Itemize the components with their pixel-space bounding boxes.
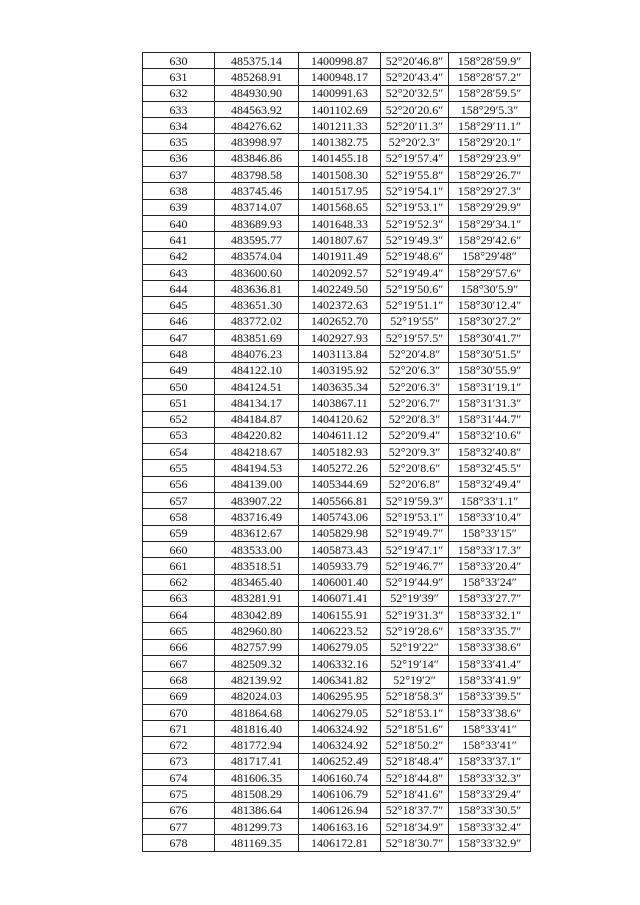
- y-coordinate-cell: 1404120.62: [299, 411, 381, 427]
- y-coordinate-cell: 1402927.93: [299, 330, 381, 346]
- y-coordinate-cell: 1401517.95: [299, 183, 381, 199]
- x-coordinate-cell: 484134.17: [215, 395, 299, 411]
- table-row: [143, 558, 531, 574]
- x-coordinate-cell: 483907.22: [215, 493, 299, 509]
- latitude-cell: 52°20′46.8″: [381, 53, 449, 69]
- y-coordinate-cell: 1400991.63: [299, 85, 381, 101]
- latitude-cell: 52°20′6.3″: [381, 362, 449, 378]
- table-row: [143, 346, 531, 362]
- point-number-cell: 664: [143, 607, 215, 623]
- latitude-cell: 52°20′4.8″: [381, 346, 449, 362]
- x-coordinate-cell: 484218.67: [215, 444, 299, 460]
- y-coordinate-cell: 1400948.17: [299, 69, 381, 85]
- longitude-cell: 158°32′40.8″: [449, 444, 531, 460]
- table-row: [143, 688, 531, 704]
- point-number-cell: 634: [143, 118, 215, 134]
- y-coordinate-cell: 1406172.81: [299, 835, 381, 851]
- x-coordinate-cell: 484563.92: [215, 101, 299, 117]
- x-coordinate-cell: 482757.99: [215, 639, 299, 655]
- table-row: [143, 476, 531, 492]
- longitude-cell: 158°33′29.4″: [449, 786, 531, 802]
- x-coordinate-cell: 483595.77: [215, 232, 299, 248]
- longitude-cell: 158°29′57.6″: [449, 264, 531, 280]
- table-row: [143, 607, 531, 623]
- table-row: [143, 541, 531, 557]
- x-coordinate-cell: 482960.80: [215, 623, 299, 639]
- latitude-cell: 52°19′54.1″: [381, 183, 449, 199]
- point-number-cell: 654: [143, 444, 215, 460]
- point-number-cell: 639: [143, 199, 215, 215]
- x-coordinate-cell: 481508.29: [215, 786, 299, 802]
- x-coordinate-cell: 483281.91: [215, 590, 299, 606]
- point-number-cell: 646: [143, 313, 215, 329]
- longitude-cell: 158°33′35.7″: [449, 623, 531, 639]
- y-coordinate-cell: 1405933.79: [299, 558, 381, 574]
- table-row: [143, 802, 531, 818]
- point-number-cell: 661: [143, 558, 215, 574]
- longitude-cell: 158°31′31.3″: [449, 395, 531, 411]
- latitude-cell: 52°20′43.4″: [381, 69, 449, 85]
- table-row: [143, 215, 531, 231]
- latitude-cell: 52°20′32.5″: [381, 85, 449, 101]
- longitude-cell: 158°32′10.6″: [449, 427, 531, 443]
- longitude-cell: 158°29′26.7″: [449, 167, 531, 183]
- x-coordinate-cell: 483998.97: [215, 134, 299, 150]
- table-row: [143, 53, 531, 69]
- table-row: [143, 493, 531, 509]
- point-number-cell: 647: [143, 330, 215, 346]
- y-coordinate-cell: 1400998.87: [299, 53, 381, 69]
- longitude-cell: 158°33′37.1″: [449, 753, 531, 769]
- table-row: [143, 118, 531, 134]
- x-coordinate-cell: 482509.32: [215, 655, 299, 671]
- table-row: [143, 297, 531, 313]
- latitude-cell: 52°19′44.9″: [381, 574, 449, 590]
- longitude-cell: 158°28′57.2″: [449, 69, 531, 85]
- table-row: [143, 721, 531, 737]
- x-coordinate-cell: 481299.73: [215, 818, 299, 834]
- longitude-cell: 158°29′5.3″: [449, 101, 531, 117]
- y-coordinate-cell: 1401211.33: [299, 118, 381, 134]
- x-coordinate-cell: 483689.93: [215, 215, 299, 231]
- longitude-cell: 158°29′34.1″: [449, 215, 531, 231]
- longitude-cell: 158°29′29.9″: [449, 199, 531, 215]
- x-coordinate-cell: 484276.62: [215, 118, 299, 134]
- x-coordinate-cell: 484122.10: [215, 362, 299, 378]
- table-row: [143, 199, 531, 215]
- y-coordinate-cell: 1401648.33: [299, 215, 381, 231]
- y-coordinate-cell: 1401911.49: [299, 248, 381, 264]
- latitude-cell: 52°20′8.6″: [381, 460, 449, 476]
- y-coordinate-cell: 1402092.57: [299, 264, 381, 280]
- table-row: [143, 574, 531, 590]
- x-coordinate-cell: 483465.40: [215, 574, 299, 590]
- latitude-cell: 52°18′51.6″: [381, 721, 449, 737]
- longitude-cell: 158°33′38.6″: [449, 639, 531, 655]
- longitude-cell: 158°30′41.7″: [449, 330, 531, 346]
- longitude-cell: 158°33′15″: [449, 525, 531, 541]
- y-coordinate-cell: 1406295.95: [299, 688, 381, 704]
- latitude-cell: 52°19′51.1″: [381, 297, 449, 313]
- table-row: [143, 101, 531, 117]
- table-row: [143, 525, 531, 541]
- point-number-cell: 650: [143, 378, 215, 394]
- point-number-cell: 673: [143, 753, 215, 769]
- x-coordinate-cell: 483600.60: [215, 264, 299, 280]
- longitude-cell: 158°30′5.9″: [449, 281, 531, 297]
- longitude-cell: 158°29′23.9″: [449, 150, 531, 166]
- y-coordinate-cell: 1403635.34: [299, 378, 381, 394]
- latitude-cell: 52°20′6.3″: [381, 378, 449, 394]
- latitude-cell: 52°19′28.6″: [381, 623, 449, 639]
- table-row: [143, 395, 531, 411]
- longitude-cell: 158°33′17.3″: [449, 541, 531, 557]
- point-number-cell: 659: [143, 525, 215, 541]
- table-row: [143, 69, 531, 85]
- point-number-cell: 655: [143, 460, 215, 476]
- table-row: [143, 818, 531, 834]
- x-coordinate-cell: 483745.46: [215, 183, 299, 199]
- latitude-cell: 52°19′50.6″: [381, 281, 449, 297]
- latitude-cell: 52°19′55.8″: [381, 167, 449, 183]
- point-number-cell: 663: [143, 590, 215, 606]
- point-number-cell: 672: [143, 737, 215, 753]
- latitude-cell: 52°18′34.9″: [381, 818, 449, 834]
- point-number-cell: 649: [143, 362, 215, 378]
- longitude-cell: 158°33′24″: [449, 574, 531, 590]
- x-coordinate-cell: 483714.07: [215, 199, 299, 215]
- table-row: [143, 183, 531, 199]
- table-row: [143, 704, 531, 720]
- latitude-cell: 52°19′57.4″: [381, 150, 449, 166]
- latitude-cell: 52°19′53.1″: [381, 199, 449, 215]
- y-coordinate-cell: 1401455.18: [299, 150, 381, 166]
- x-coordinate-cell: 481864.68: [215, 704, 299, 720]
- longitude-cell: 158°33′32.9″: [449, 835, 531, 851]
- point-number-cell: 635: [143, 134, 215, 150]
- x-coordinate-cell: 481772.94: [215, 737, 299, 753]
- latitude-cell: 52°19′39″: [381, 590, 449, 606]
- x-coordinate-cell: 482024.03: [215, 688, 299, 704]
- point-number-cell: 641: [143, 232, 215, 248]
- table-row: [143, 786, 531, 802]
- longitude-cell: 158°33′32.1″: [449, 607, 531, 623]
- longitude-cell: 158°33′30.5″: [449, 802, 531, 818]
- latitude-cell: 52°20′6.7″: [381, 395, 449, 411]
- point-number-cell: 677: [143, 818, 215, 834]
- y-coordinate-cell: 1401508.30: [299, 167, 381, 183]
- y-coordinate-cell: 1402372.63: [299, 297, 381, 313]
- latitude-cell: 52°20′8.3″: [381, 411, 449, 427]
- longitude-cell: 158°31′19.1″: [449, 378, 531, 394]
- x-coordinate-cell: 483042.89: [215, 607, 299, 623]
- table-row: [143, 362, 531, 378]
- y-coordinate-cell: 1405829.98: [299, 525, 381, 541]
- x-coordinate-cell: 483612.67: [215, 525, 299, 541]
- point-number-cell: 666: [143, 639, 215, 655]
- longitude-cell: 158°30′12.4″: [449, 297, 531, 313]
- table-row: [143, 411, 531, 427]
- table-row: [143, 590, 531, 606]
- point-number-cell: 658: [143, 509, 215, 525]
- table-row: [143, 281, 531, 297]
- table-row: [143, 737, 531, 753]
- longitude-cell: 158°29′11.1″: [449, 118, 531, 134]
- longitude-cell: 158°30′55.9″: [449, 362, 531, 378]
- latitude-cell: 52°20′20.6″: [381, 101, 449, 117]
- point-number-cell: 631: [143, 69, 215, 85]
- longitude-cell: 158°29′20.1″: [449, 134, 531, 150]
- latitude-cell: 52°20′9.4″: [381, 427, 449, 443]
- y-coordinate-cell: 1406106.79: [299, 786, 381, 802]
- x-coordinate-cell: 484930.90: [215, 85, 299, 101]
- x-coordinate-cell: 483772.02: [215, 313, 299, 329]
- table-row: [143, 167, 531, 183]
- point-number-cell: 674: [143, 770, 215, 786]
- y-coordinate-cell: 1406160.74: [299, 770, 381, 786]
- table-row: [143, 753, 531, 769]
- x-coordinate-cell: 483518.51: [215, 558, 299, 574]
- x-coordinate-cell: 484124.51: [215, 378, 299, 394]
- x-coordinate-cell: 481386.64: [215, 802, 299, 818]
- x-coordinate-cell: 481717.41: [215, 753, 299, 769]
- table-row: [143, 639, 531, 655]
- x-coordinate-cell: 483846.86: [215, 150, 299, 166]
- x-coordinate-cell: 483851.69: [215, 330, 299, 346]
- point-number-cell: 630: [143, 53, 215, 69]
- longitude-cell: 158°32′49.4″: [449, 476, 531, 492]
- y-coordinate-cell: 1405182.93: [299, 444, 381, 460]
- point-number-cell: 670: [143, 704, 215, 720]
- y-coordinate-cell: 1406071.41: [299, 590, 381, 606]
- y-coordinate-cell: 1406324.92: [299, 721, 381, 737]
- y-coordinate-cell: 1406163.16: [299, 818, 381, 834]
- point-number-cell: 633: [143, 101, 215, 117]
- point-number-cell: 644: [143, 281, 215, 297]
- longitude-cell: 158°33′41.4″: [449, 655, 531, 671]
- y-coordinate-cell: 1406332.16: [299, 655, 381, 671]
- latitude-cell: 52°19′46.7″: [381, 558, 449, 574]
- y-coordinate-cell: 1401102.69: [299, 101, 381, 117]
- latitude-cell: 52°18′37.7″: [381, 802, 449, 818]
- y-coordinate-cell: 1406155.91: [299, 607, 381, 623]
- latitude-cell: 52°20′11.3″: [381, 118, 449, 134]
- x-coordinate-cell: 484220.82: [215, 427, 299, 443]
- y-coordinate-cell: 1406223.52: [299, 623, 381, 639]
- y-coordinate-cell: 1402249.50: [299, 281, 381, 297]
- latitude-cell: 52°19′49.4″: [381, 264, 449, 280]
- longitude-cell: 158°33′32.3″: [449, 770, 531, 786]
- latitude-cell: 52°19′55″: [381, 313, 449, 329]
- x-coordinate-cell: 483651.30: [215, 297, 299, 313]
- latitude-cell: 52°19′31.3″: [381, 607, 449, 623]
- latitude-cell: 52°19′59.3″: [381, 493, 449, 509]
- point-number-cell: 638: [143, 183, 215, 199]
- longitude-cell: 158°30′27.2″: [449, 313, 531, 329]
- latitude-cell: 52°20′2.3″: [381, 134, 449, 150]
- y-coordinate-cell: 1401568.65: [299, 199, 381, 215]
- longitude-cell: 158°30′51.5″: [449, 346, 531, 362]
- longitude-cell: 158°28′59.9″: [449, 53, 531, 69]
- point-number-cell: 648: [143, 346, 215, 362]
- point-number-cell: 640: [143, 215, 215, 231]
- table-row: [143, 378, 531, 394]
- point-number-cell: 668: [143, 672, 215, 688]
- latitude-cell: 52°19′49.3″: [381, 232, 449, 248]
- longitude-cell: 158°33′38.6″: [449, 704, 531, 720]
- x-coordinate-cell: 481816.40: [215, 721, 299, 737]
- point-number-cell: 656: [143, 476, 215, 492]
- table-row: [143, 672, 531, 688]
- point-number-cell: 632: [143, 85, 215, 101]
- longitude-cell: 158°33′41″: [449, 721, 531, 737]
- y-coordinate-cell: 1403867.11: [299, 395, 381, 411]
- point-number-cell: 665: [143, 623, 215, 639]
- point-number-cell: 662: [143, 574, 215, 590]
- x-coordinate-cell: 481606.35: [215, 770, 299, 786]
- table-row: [143, 655, 531, 671]
- latitude-cell: 52°19′14″: [381, 655, 449, 671]
- point-number-cell: 671: [143, 721, 215, 737]
- y-coordinate-cell: 1406324.92: [299, 737, 381, 753]
- y-coordinate-cell: 1402652.70: [299, 313, 381, 329]
- x-coordinate-cell: 481169.35: [215, 835, 299, 851]
- x-coordinate-cell: 484184.87: [215, 411, 299, 427]
- latitude-cell: 52°18′41.6″: [381, 786, 449, 802]
- latitude-cell: 52°18′53.1″: [381, 704, 449, 720]
- x-coordinate-cell: 483574.04: [215, 248, 299, 264]
- latitude-cell: 52°19′57.5″: [381, 330, 449, 346]
- y-coordinate-cell: 1403195.92: [299, 362, 381, 378]
- x-coordinate-cell: 482139.92: [215, 672, 299, 688]
- point-number-cell: 645: [143, 297, 215, 313]
- table-row: [143, 134, 531, 150]
- table-row: [143, 427, 531, 443]
- longitude-cell: 158°33′20.4″: [449, 558, 531, 574]
- longitude-cell: 158°33′10.4″: [449, 509, 531, 525]
- table-row: [143, 770, 531, 786]
- latitude-cell: 52°20′6.8″: [381, 476, 449, 492]
- table-row: [143, 232, 531, 248]
- longitude-cell: 158°33′27.7″: [449, 590, 531, 606]
- latitude-cell: 52°19′22″: [381, 639, 449, 655]
- table-row: [143, 623, 531, 639]
- longitude-cell: 158°33′41.9″: [449, 672, 531, 688]
- y-coordinate-cell: 1406252.49: [299, 753, 381, 769]
- longitude-cell: 158°32′45.5″: [449, 460, 531, 476]
- x-coordinate-cell: 485268.91: [215, 69, 299, 85]
- y-coordinate-cell: 1401382.75: [299, 134, 381, 150]
- latitude-cell: 52°19′2″: [381, 672, 449, 688]
- longitude-cell: 158°33′39.5″: [449, 688, 531, 704]
- y-coordinate-cell: 1406279.05: [299, 704, 381, 720]
- x-coordinate-cell: 483533.00: [215, 541, 299, 557]
- y-coordinate-cell: 1405344.69: [299, 476, 381, 492]
- point-number-cell: 678: [143, 835, 215, 851]
- latitude-cell: 52°19′47.1″: [381, 541, 449, 557]
- table-row: [143, 330, 531, 346]
- table-row: [143, 85, 531, 101]
- latitude-cell: 52°18′30.7″: [381, 835, 449, 851]
- longitude-cell: 158°29′27.3″: [449, 183, 531, 199]
- latitude-cell: 52°18′50.2″: [381, 737, 449, 753]
- coordinates-table: [142, 52, 531, 852]
- latitude-cell: 52°19′52.3″: [381, 215, 449, 231]
- longitude-cell: 158°33′32.4″: [449, 818, 531, 834]
- table-row: [143, 835, 531, 851]
- latitude-cell: 52°19′53.1″: [381, 509, 449, 525]
- longitude-cell: 158°33′41″: [449, 737, 531, 753]
- x-coordinate-cell: 484139.00: [215, 476, 299, 492]
- x-coordinate-cell: 483798.58: [215, 167, 299, 183]
- y-coordinate-cell: 1405873.43: [299, 541, 381, 557]
- y-coordinate-cell: 1406279.05: [299, 639, 381, 655]
- y-coordinate-cell: 1405566.81: [299, 493, 381, 509]
- point-number-cell: 636: [143, 150, 215, 166]
- y-coordinate-cell: 1401807.67: [299, 232, 381, 248]
- latitude-cell: 52°20′9.3″: [381, 444, 449, 460]
- y-coordinate-cell: 1406001.40: [299, 574, 381, 590]
- longitude-cell: 158°31′44.7″: [449, 411, 531, 427]
- x-coordinate-cell: 483636.81: [215, 281, 299, 297]
- point-number-cell: 675: [143, 786, 215, 802]
- table-body: [143, 53, 531, 852]
- x-coordinate-cell: 483716.49: [215, 509, 299, 525]
- y-coordinate-cell: 1404611.12: [299, 427, 381, 443]
- point-number-cell: 651: [143, 395, 215, 411]
- y-coordinate-cell: 1405272.26: [299, 460, 381, 476]
- table-row: [143, 444, 531, 460]
- y-coordinate-cell: 1406341.82: [299, 672, 381, 688]
- latitude-cell: 52°18′58.3″: [381, 688, 449, 704]
- table-row: [143, 150, 531, 166]
- longitude-cell: 158°29′48″: [449, 248, 531, 264]
- y-coordinate-cell: 1403113.84: [299, 346, 381, 362]
- x-coordinate-cell: 484194.53: [215, 460, 299, 476]
- table-row: [143, 460, 531, 476]
- latitude-cell: 52°19′49.7″: [381, 525, 449, 541]
- latitude-cell: 52°19′48.6″: [381, 248, 449, 264]
- point-number-cell: 642: [143, 248, 215, 264]
- point-number-cell: 637: [143, 167, 215, 183]
- table-row: [143, 248, 531, 264]
- point-number-cell: 652: [143, 411, 215, 427]
- longitude-cell: 158°29′42.6″: [449, 232, 531, 248]
- point-number-cell: 660: [143, 541, 215, 557]
- table-row: [143, 313, 531, 329]
- point-number-cell: 643: [143, 264, 215, 280]
- point-number-cell: 676: [143, 802, 215, 818]
- table-row: [143, 509, 531, 525]
- table-row: [143, 264, 531, 280]
- longitude-cell: 158°28′59.5″: [449, 85, 531, 101]
- latitude-cell: 52°18′44.8″: [381, 770, 449, 786]
- point-number-cell: 653: [143, 427, 215, 443]
- latitude-cell: 52°18′48.4″: [381, 753, 449, 769]
- x-coordinate-cell: 485375.14: [215, 53, 299, 69]
- y-coordinate-cell: 1406126.94: [299, 802, 381, 818]
- longitude-cell: 158°33′1.1″: [449, 493, 531, 509]
- point-number-cell: 669: [143, 688, 215, 704]
- y-coordinate-cell: 1405743.06: [299, 509, 381, 525]
- x-coordinate-cell: 484076.23: [215, 346, 299, 362]
- point-number-cell: 657: [143, 493, 215, 509]
- point-number-cell: 667: [143, 655, 215, 671]
